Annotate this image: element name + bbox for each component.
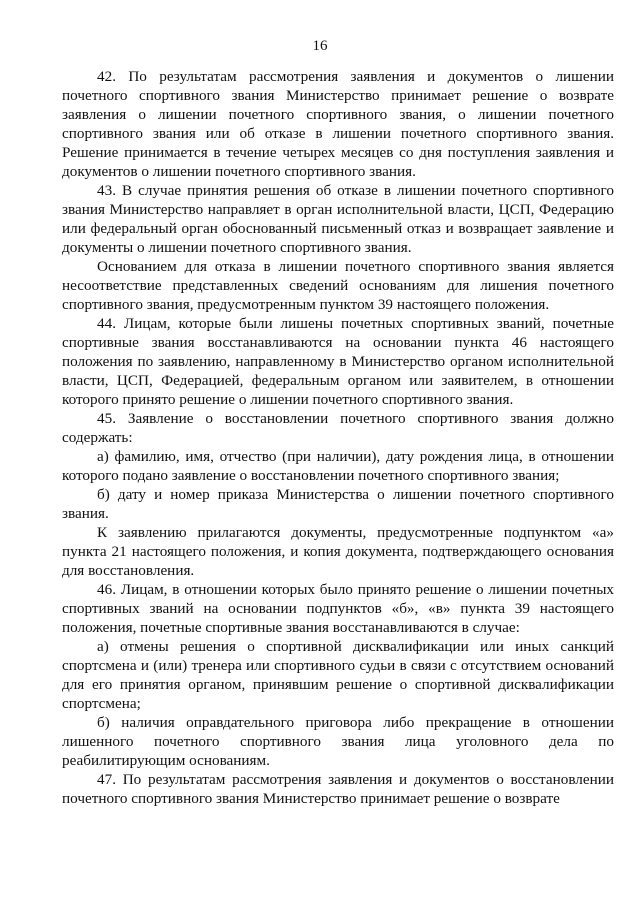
paragraph-42: 42. По результатам рассмотрения заявления и документов о лишении почетного спортивного звания Министерство принимает решение о возврате заявления о лишении почетного спортивного звания, о лишении почетного спортивного звания или об отказе в лишении почетного спортивного звания. Решение принимается в течение четырех месяцев со дня поступления заявления и документов о лишении почетного спортивного звания. (62, 68, 614, 180)
paragraph-46: 46. Лицам, в отношении которых было принято решение о лишении почетных спортивных званий на основании подпунктов «б», «в» пункта 39 настоящего положения, почетные спортивные звания восстанавливаются в случае: (62, 581, 614, 636)
page-number: 16 (312, 38, 328, 54)
paragraph-45-attachments: К заявлению прилагаются документы, предусмотренные подпунктом «а» пункта 21 настоящего положения, и копия документа, подтверждающего основания для восстановления. (62, 524, 614, 579)
paragraph-46-a: а) отмены решения о спортивной дисквалификации или иных санкций спортсмена и (или) тренера или спортивного судьи в связи с отсутствием оснований для его принятия органом, принявшим решение о спортивной дисквалификации спортсмена; (62, 638, 614, 712)
paragraph-45-b: б) дату и номер приказа Министерства о лишении почетного спортивного звания. (62, 486, 614, 522)
paragraph-47: 47. По результатам рассмотрения заявления и документов о восстановлении почетного спортивного звания Министерство принимает решение о возврате (62, 771, 614, 807)
paragraph-44: 44. Лицам, которые были лишены почетных спортивных званий, почетные спортивные звания восстанавливаются на основании пункта 46 настоящего положения по заявлению, направленному в Министерство органом исполнительной власти, ЦСП, Федерацией, федеральным органом или заявителем, в отношении которого принято решение о лишении почетного спортивного звания. (62, 315, 614, 408)
paragraph-45: 45. Заявление о восстановлении почетного спортивного звания должно содержать: (62, 410, 614, 446)
document-body (62, 67, 614, 808)
paragraph-43-refusal-basis: Основанием для отказа в лишении почетного спортивного звания является несоответствие представленных сведений основаниям для лишения почетного спортивного звания, предусмотренным пунктом 39 настоящего положения. (62, 258, 614, 313)
paragraph-45-a: а) фамилию, имя, отчество (при наличии), дату рождения лица, в отношении которого подано заявление о восстановлении почетного спортивного звания; (62, 448, 614, 484)
paragraph-46-b: б) наличия оправдательного приговора либо прекращение в отношении лишенного почетного спортивного звания лица уголовного дела по реабилитирующим основаниям. (62, 714, 614, 769)
paragraph-43: 43. В случае принятия решения об отказе в лишении почетного спортивного звания Министерство направляет в орган исполнительной власти, ЦСП, Федерацию или федеральный орган обоснованный письменный отказ и возвращает заявление и документы о лишении почетного спортивного звания. (62, 182, 614, 256)
